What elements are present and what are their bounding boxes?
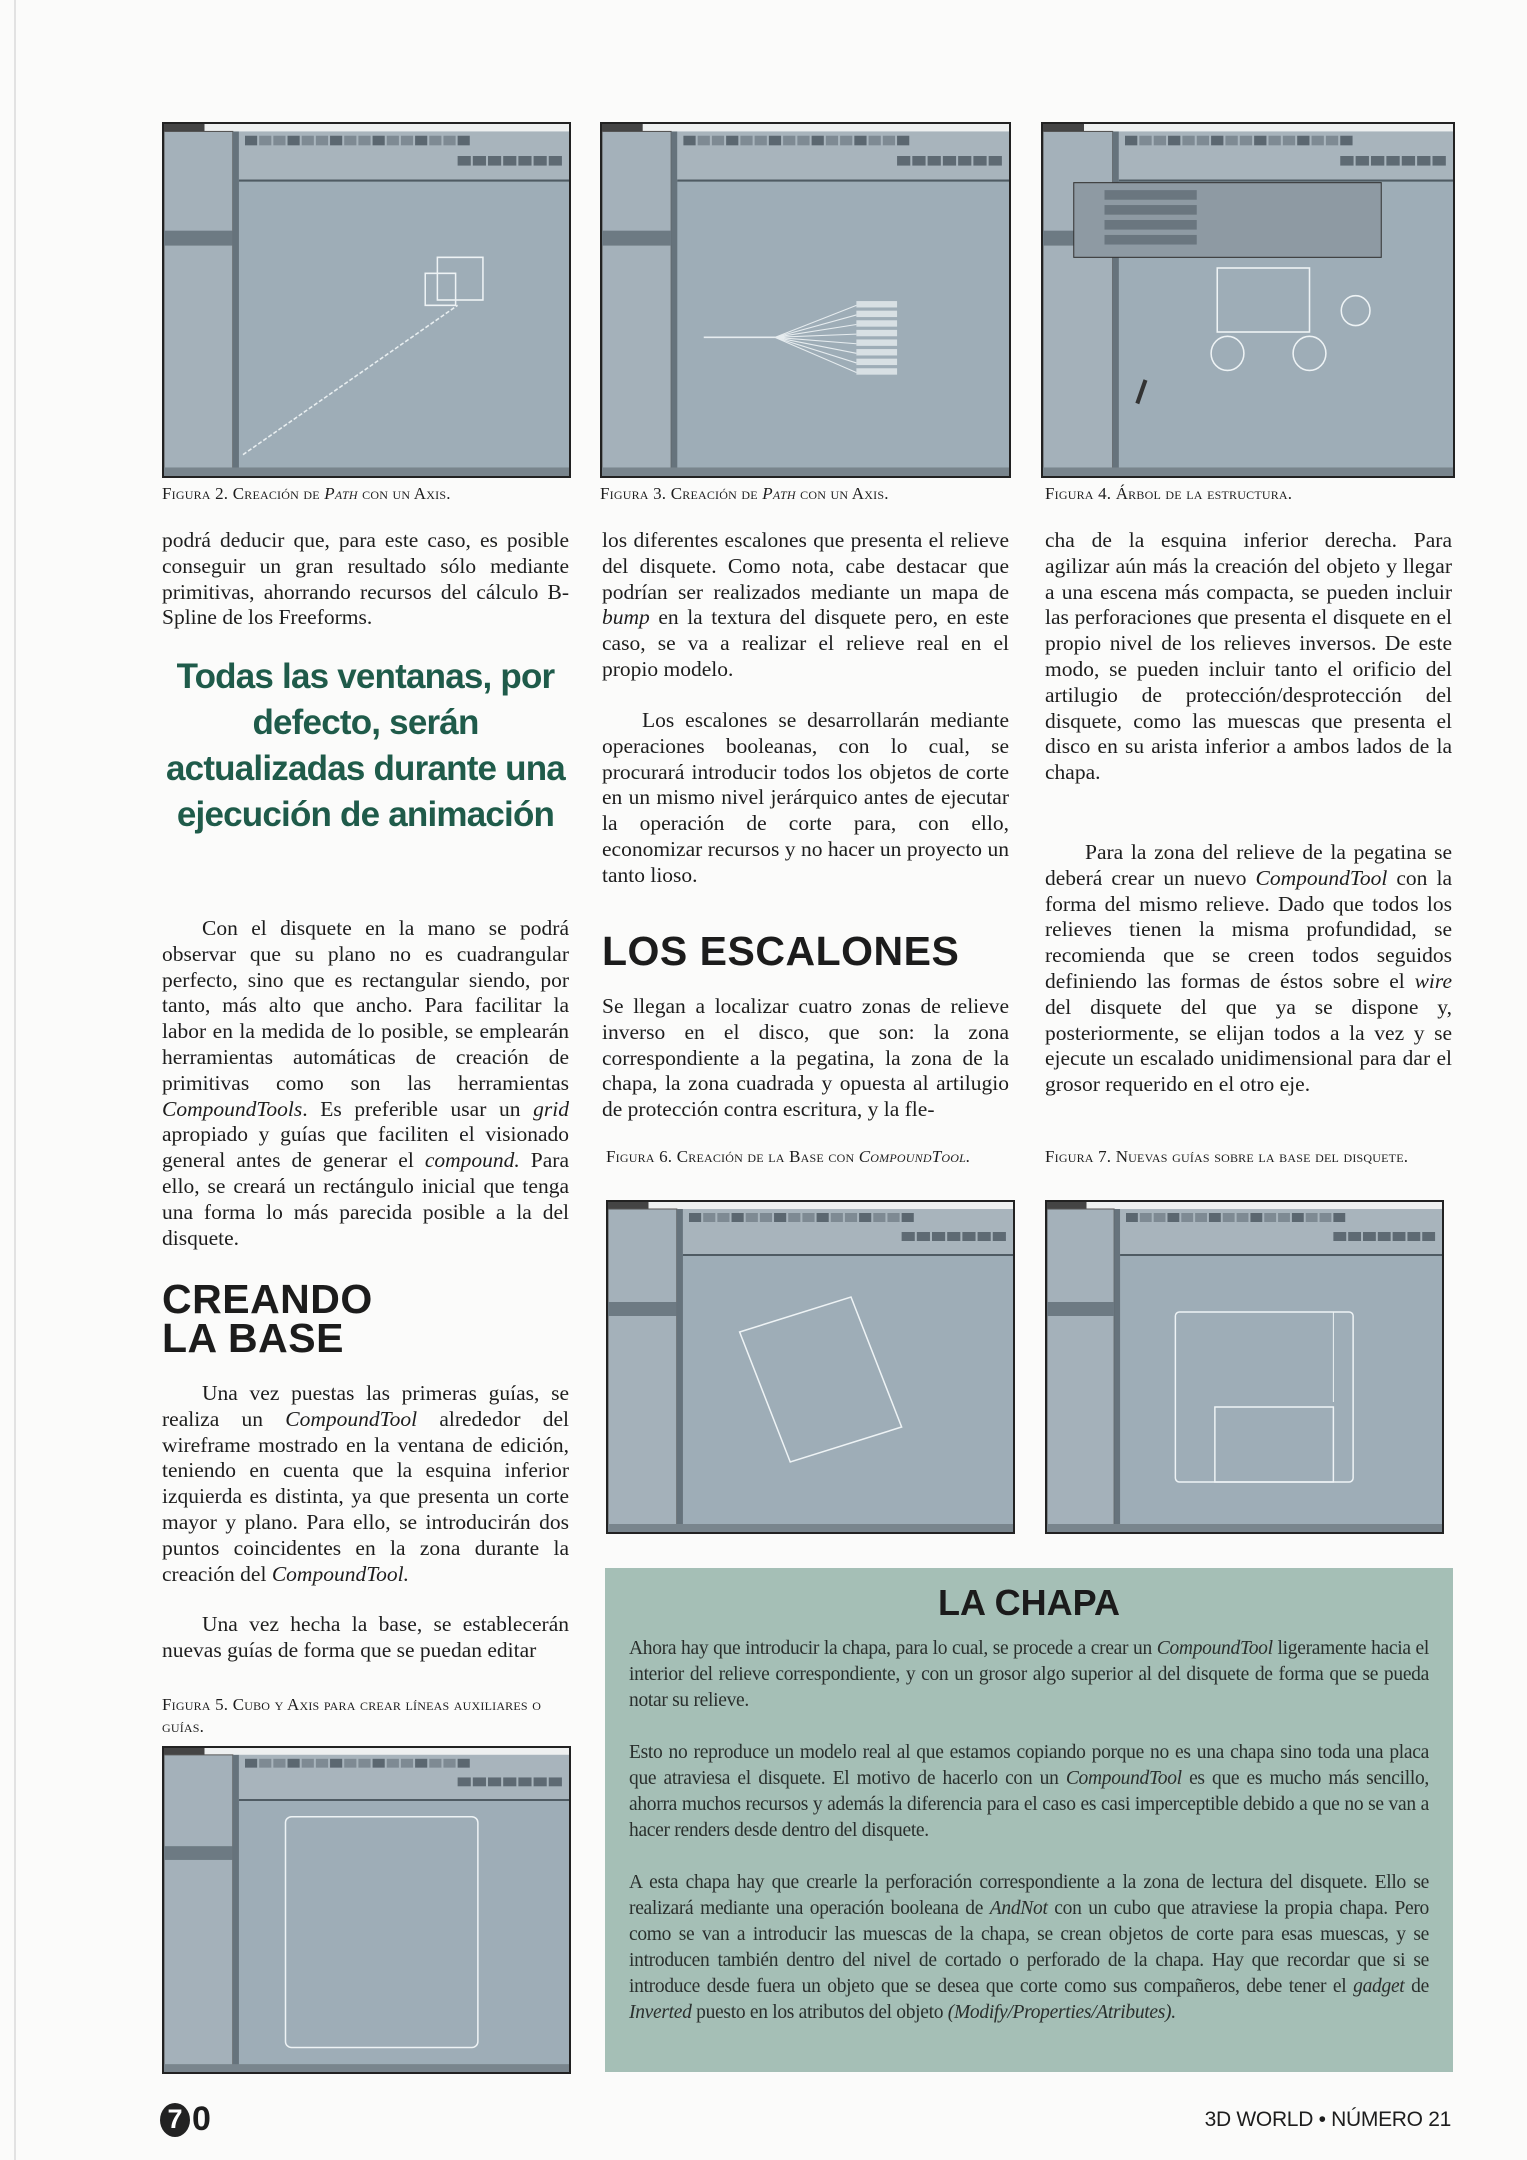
toolbar-button bbox=[712, 136, 724, 146]
text: Una vez hecha la base, se establecerán nuevas guías de forma que se puedan editar bbox=[162, 1612, 569, 1662]
italic-text: Path bbox=[324, 484, 358, 503]
toolbar-button bbox=[358, 136, 370, 146]
title-bar bbox=[164, 1748, 569, 1755]
toolbar-button bbox=[401, 1759, 413, 1768]
toolbar-button bbox=[1237, 1213, 1249, 1222]
text: podrá deducir que, para este caso, es posible conseguir un gran resultado sólo mediante primitivas, ahorrando recursos del cálculo B-Spline de los Freeforms. bbox=[162, 528, 569, 630]
toolbar-button bbox=[443, 136, 455, 146]
italic-text: CompoundTools bbox=[162, 1096, 303, 1121]
view-button bbox=[488, 156, 501, 166]
view-button bbox=[1333, 1232, 1346, 1241]
paragraph bbox=[162, 916, 569, 1251]
toolbar-button bbox=[788, 1213, 800, 1222]
text: los diferentes escalones que presenta el relieve del disquete. Como nota, cabe destacar que podrían ser realizados mediante un mapa de bbox=[602, 528, 1009, 604]
text: con un Axis. bbox=[795, 484, 889, 503]
view-button bbox=[549, 156, 562, 166]
title-text bbox=[1047, 1202, 1087, 1209]
section-heading-los-escalones: LOS ESCALONES bbox=[602, 928, 960, 974]
toolbar-button bbox=[698, 136, 710, 146]
text: Figura 7. Nuevas guías sobre la base del disquete. bbox=[1045, 1147, 1409, 1166]
toolbar-button bbox=[689, 1213, 701, 1222]
toolbar-button bbox=[1126, 1213, 1138, 1222]
text: Se llegan a localizar cuatro zonas de relieve inverso en el disco, que son: la zona correspondiente a la pegatina, la zona de la chapa, la zona cuadrada y opuesta al artilugio de protección contra escritura, y la fle- bbox=[602, 994, 1009, 1122]
title-bar bbox=[164, 124, 569, 131]
text: A esta chapa hay que crearle la perforación correspondiente a la zona de lectura del disquete. Ello se realizará mediante una operación booleana de bbox=[629, 1872, 1429, 1919]
toolbar-button bbox=[1320, 1213, 1332, 1222]
col2-paragraph-2 bbox=[602, 708, 1009, 889]
text: con un cubo que atraviese la propia chapa. Pero como se van a introducir las muescas de la chapa, se crean objetos de corte para esas muescas, y se introducen también dentro del nivel de cortado o perforado de la chapa. Hay que recordar que si se introduce desde fuera un objeto que se desea que corte como sus compañeros, debe tener el bbox=[629, 1898, 1429, 1997]
view-button bbox=[1417, 156, 1430, 166]
view-button bbox=[1402, 156, 1415, 166]
title-bar bbox=[1043, 124, 1453, 131]
toolbar-button bbox=[1254, 136, 1266, 146]
toolbar-button bbox=[887, 1213, 899, 1222]
paragraph bbox=[602, 708, 1009, 889]
side-panel bbox=[608, 1209, 677, 1532]
box-paragraph bbox=[629, 1740, 1429, 1844]
toolbar-button bbox=[683, 136, 695, 146]
view-button bbox=[1340, 156, 1353, 166]
view-button bbox=[473, 1777, 486, 1786]
toolbar-button bbox=[1154, 136, 1166, 146]
toolbar-button bbox=[415, 1759, 427, 1768]
toolbar-button bbox=[802, 1213, 814, 1222]
box-title: LA CHAPA bbox=[938, 1582, 1120, 1623]
toolbar-button bbox=[330, 1759, 342, 1768]
toolbar-button bbox=[316, 1759, 328, 1768]
title-text bbox=[1043, 124, 1084, 131]
text: es que es mucho más sencillo, ahorra muchos recursos y además la diferencia para el caso es casi imperceptible debido a que no se van a hacer renders desde dentro del disquete. bbox=[629, 1768, 1429, 1841]
italic-text: compound. bbox=[424, 1148, 520, 1173]
tree-node bbox=[856, 368, 897, 374]
italic-text: Inverted bbox=[629, 2002, 692, 2023]
tree-node bbox=[856, 330, 897, 336]
figure-4-screenshot bbox=[1041, 122, 1455, 478]
view-button bbox=[962, 1232, 975, 1241]
page-edge bbox=[14, 0, 16, 2160]
view-button bbox=[932, 1232, 945, 1241]
toolbar-button bbox=[717, 1213, 729, 1222]
pull-quote: Todas las ventanas, por defecto, serán actualizadas durante una ejecución de animación bbox=[166, 657, 565, 834]
view-button bbox=[928, 156, 941, 166]
figure-3-caption bbox=[600, 483, 1010, 505]
toolbar-button bbox=[783, 136, 795, 146]
toolbar-button bbox=[429, 136, 441, 146]
toolbar-button bbox=[387, 1759, 399, 1768]
view-button bbox=[534, 156, 547, 166]
toolbar-button bbox=[302, 1759, 314, 1768]
dialog-field bbox=[1105, 190, 1197, 200]
col3-paragraph-1 bbox=[1045, 528, 1452, 786]
view-button bbox=[1348, 1232, 1361, 1241]
toolbar-button bbox=[1181, 1213, 1193, 1222]
toolbar-button bbox=[1168, 136, 1180, 146]
text: Los escalones se desarrollarán mediante operaciones booleanas, con lo cual, se procurará introducir todos los objetos de corte en un mismo nivel jerárquico antes de ejecutar la operación de corte para, con ello, economizar recursos y no hacer un proyecto un tanto lioso. bbox=[602, 708, 1009, 887]
status-bar bbox=[164, 2064, 569, 2072]
toolbar-button bbox=[1297, 136, 1309, 146]
title-bar bbox=[602, 124, 1009, 131]
toolbar-button bbox=[726, 136, 738, 146]
italic-text: Path bbox=[762, 484, 796, 503]
toolbar-button bbox=[458, 136, 470, 146]
toolbar-button bbox=[1278, 1213, 1290, 1222]
italic-text: wire bbox=[1414, 968, 1452, 993]
view-button bbox=[958, 156, 971, 166]
toolbar-button bbox=[288, 1759, 300, 1768]
figure-7-caption bbox=[1045, 1146, 1455, 1168]
italic-text: gadget bbox=[1353, 1976, 1405, 1997]
toolbar-button bbox=[443, 1759, 455, 1768]
splitter bbox=[677, 1209, 683, 1532]
tree-node bbox=[856, 311, 897, 317]
toolbar-button bbox=[740, 136, 752, 146]
italic-text: CompoundTool bbox=[1065, 1768, 1182, 1789]
toolbar-button bbox=[1125, 136, 1137, 146]
text: cha de la esquina inferior derecha. Para agilizar aún más la creación del objeto y llegar a una escena más compacta, se pueden incluir las perforaciones que presenta el disquete en el propio nivel de los relieves inversos. De este modo, se pueden incluir tanto el orificio del artilugio de protección/desprotección del disquete, como las muescas que presenta el disco en su arista inferior a ambos lados de la chapa. bbox=[1045, 528, 1452, 785]
view-button bbox=[912, 156, 925, 166]
col1-paragraph-1 bbox=[162, 528, 569, 631]
toolbar-button bbox=[316, 136, 328, 146]
side-panel bbox=[164, 1755, 233, 2072]
toolbar-button bbox=[873, 1213, 885, 1222]
view-button bbox=[458, 1777, 471, 1786]
toolbar-button bbox=[288, 136, 300, 146]
italic-text: CompoundTool. bbox=[271, 1561, 410, 1586]
status-bar bbox=[602, 467, 1009, 476]
panel-header bbox=[602, 231, 671, 246]
col1-paragraph-4 bbox=[162, 1612, 569, 1664]
toolbar-button bbox=[845, 1213, 857, 1222]
view-button bbox=[1363, 1232, 1376, 1241]
text: Con el disquete en la mano se podrá observar que su plano no es cuadrangular perfecto, sino que es rectangular siendo, por tanto, más alto que ancho. Para facilitar la labor en la medida de lo posible, se emplearán herramientas automáticas de creación de primitivas como son las herramientas bbox=[162, 916, 569, 1095]
view-button bbox=[458, 156, 471, 166]
toolbar-button bbox=[769, 136, 781, 146]
text: Figura 3. Creación de bbox=[600, 484, 763, 503]
text: . Es preferible usar un bbox=[302, 1096, 534, 1121]
toolbar-button bbox=[1340, 136, 1352, 146]
side-panel bbox=[164, 131, 233, 476]
toolbar-button bbox=[831, 1213, 843, 1222]
status-bar bbox=[1043, 467, 1453, 476]
tree-node bbox=[856, 320, 897, 326]
italic-text: CompoundTool bbox=[1156, 1638, 1273, 1659]
toolbar-button bbox=[1139, 136, 1151, 146]
view-button bbox=[1407, 1232, 1420, 1241]
toolbar-button bbox=[1312, 136, 1324, 146]
text: Figura 4. Árbol de la estructura. bbox=[1045, 484, 1293, 503]
view-button bbox=[973, 156, 986, 166]
figure-2-screenshot bbox=[162, 122, 571, 478]
toolbar-button bbox=[387, 136, 399, 146]
toolbar-button bbox=[1264, 1213, 1276, 1222]
view-button bbox=[534, 1777, 547, 1786]
paragraph bbox=[162, 1612, 569, 1664]
toolbar-button bbox=[358, 1759, 370, 1768]
paragraph bbox=[162, 528, 569, 631]
figure-6-caption bbox=[606, 1146, 1016, 1168]
view-button bbox=[978, 1232, 991, 1241]
view-button bbox=[943, 156, 956, 166]
toolbar-button bbox=[1306, 1213, 1318, 1222]
toolbar-button bbox=[1292, 1213, 1304, 1222]
toolbar-button bbox=[840, 136, 852, 146]
status-bar bbox=[608, 1524, 1013, 1532]
toolbar-button bbox=[373, 1759, 385, 1768]
heading-line: CREANDO bbox=[162, 1276, 373, 1322]
figure-3-screenshot bbox=[600, 122, 1011, 478]
text: Para ello, se creará un rectángulo inicial que tenga una forma lo más parecida posible a la del disquete. bbox=[162, 1148, 569, 1250]
view-button bbox=[503, 156, 516, 166]
toolbar-button bbox=[755, 136, 767, 146]
italic-text: bump bbox=[602, 605, 650, 630]
figure-2-caption bbox=[162, 483, 572, 505]
italic-text: grid bbox=[533, 1096, 569, 1121]
title-bar bbox=[1047, 1202, 1442, 1209]
text: apropiado y guías que faciliten el visionado general antes de generar el bbox=[162, 1122, 569, 1173]
toolbar-button bbox=[330, 136, 342, 146]
figure-5-screenshot bbox=[162, 1746, 571, 2074]
toolbar-button bbox=[797, 136, 809, 146]
text: puesto en los atributos del objeto bbox=[691, 2002, 948, 2023]
italic-text: CompoundTool. bbox=[858, 1147, 971, 1166]
dialog-field bbox=[1105, 235, 1197, 245]
panel-header bbox=[608, 1302, 677, 1316]
splitter bbox=[233, 1755, 239, 2072]
text: Ahora hay que introducir la chapa, para lo cual, se procede a crear un bbox=[629, 1638, 1157, 1659]
paragraph bbox=[602, 994, 1009, 1123]
view-button bbox=[1433, 156, 1446, 166]
view-button bbox=[1356, 156, 1369, 166]
dialog-field bbox=[1105, 220, 1197, 230]
view-button bbox=[518, 1777, 531, 1786]
toolbar-button bbox=[746, 1213, 758, 1222]
box-paragraph bbox=[629, 1870, 1429, 2026]
toolbar-button bbox=[429, 1759, 441, 1768]
toolbar-button bbox=[344, 136, 356, 146]
paragraph bbox=[162, 1381, 569, 1587]
panel-header bbox=[164, 1846, 233, 1860]
panel-header bbox=[164, 231, 233, 246]
italic-text: AndNot bbox=[989, 1898, 1048, 1919]
text: en la textura del disquete pero, en este caso, se va a realizar el relieve real en el propio modelo. bbox=[602, 605, 1009, 681]
toolbar-button bbox=[1240, 136, 1252, 146]
title-bar bbox=[608, 1202, 1013, 1209]
text: ligeramente hacia el interior del relieve correspondiente, y con un grosor algo superior al del disquete de forma que se pueda notar su relieve. bbox=[629, 1638, 1429, 1711]
toolbar-button bbox=[373, 136, 385, 146]
box-paragraph bbox=[629, 1636, 1429, 1714]
col2-paragraph-3 bbox=[602, 994, 1009, 1123]
status-bar bbox=[164, 467, 569, 476]
title-text bbox=[602, 124, 643, 131]
text: alrededor del wireframe mostrado en la ventana de edición, teniendo en cuenta que la esquina inferior izquierda es distinta, ya que presenta un corte mayor y plano. Para ello, se introducirán dos puntos coincidentes en la zona durante la creación del bbox=[162, 1406, 570, 1586]
col2-paragraph-1 bbox=[602, 528, 1009, 683]
dialog-field bbox=[1105, 205, 1197, 215]
figure-7-screenshot bbox=[1045, 1200, 1444, 1534]
splitter bbox=[671, 131, 677, 476]
figure-5-caption bbox=[162, 1694, 572, 1738]
toolbar-button bbox=[854, 136, 866, 146]
toolbar-button bbox=[703, 1213, 715, 1222]
view-button bbox=[1371, 156, 1384, 166]
italic-text: CompoundTool bbox=[1255, 865, 1388, 890]
toolbar-button bbox=[883, 136, 895, 146]
splitter bbox=[233, 131, 239, 476]
view-button bbox=[503, 1777, 516, 1786]
status-bar bbox=[1047, 1524, 1442, 1532]
toolbar-button bbox=[1140, 1213, 1152, 1222]
italic-text: CompoundTool bbox=[285, 1406, 418, 1431]
view-button bbox=[917, 1232, 930, 1241]
paragraph bbox=[1045, 840, 1452, 1098]
view-button bbox=[473, 156, 486, 166]
toolbar-button bbox=[897, 136, 909, 146]
text: con un Axis. bbox=[357, 484, 451, 503]
splitter bbox=[1114, 1209, 1120, 1532]
page-number-digit: 0 bbox=[192, 2100, 211, 2138]
view-button bbox=[989, 156, 1002, 166]
view-button bbox=[902, 1232, 915, 1241]
text: Figura 5. Cubo y Axis para crear líneas auxiliares o guías. bbox=[162, 1695, 542, 1736]
toolbar-button bbox=[1167, 1213, 1179, 1222]
text: Para la zona del relieve de la pegatina se deberá crear un nuevo bbox=[1045, 840, 1452, 890]
toolbar-button bbox=[1250, 1213, 1262, 1222]
text: del disquete del que ya se dispone y, posteriormente, se elijan todos a la vez y se ejecute un escalado unidimensional para dar el grosor requerido en el otro eje. bbox=[1045, 994, 1452, 1097]
text: Una vez puestas las primeras guías, se realiza un bbox=[162, 1381, 569, 1431]
tree-node bbox=[856, 339, 897, 345]
toolbar-button bbox=[859, 1213, 871, 1222]
view-button bbox=[1422, 1232, 1435, 1241]
view-button bbox=[488, 1777, 501, 1786]
paragraph bbox=[1045, 528, 1452, 786]
toolbar-button bbox=[273, 136, 285, 146]
toolbar-button bbox=[760, 1213, 772, 1222]
toolbar-button bbox=[1333, 1213, 1345, 1222]
toolbar-button bbox=[458, 1759, 470, 1768]
toolbar-button bbox=[732, 1213, 744, 1222]
text: de bbox=[1404, 1976, 1429, 1997]
view-button bbox=[947, 1232, 960, 1241]
title-text bbox=[164, 1748, 205, 1755]
panel-header bbox=[1047, 1302, 1114, 1316]
toolbar-button bbox=[1223, 1213, 1235, 1222]
toolbar-button bbox=[902, 1213, 914, 1222]
tree-node bbox=[856, 349, 897, 355]
text: Figura 2. Creación de bbox=[162, 484, 325, 503]
title-text bbox=[164, 124, 205, 131]
figure-6-screenshot bbox=[606, 1200, 1015, 1534]
col1-paragraph-2 bbox=[162, 916, 569, 1251]
toolbar-button bbox=[774, 1213, 786, 1222]
toolbar-button bbox=[302, 136, 314, 146]
page-number-circle-digit: 7 bbox=[160, 2103, 190, 2137]
toolbar-button bbox=[1211, 136, 1223, 146]
toolbar-button bbox=[817, 1213, 829, 1222]
toolbar-button bbox=[245, 1759, 257, 1768]
view-button bbox=[1393, 1232, 1406, 1241]
toolbar-button bbox=[259, 1759, 271, 1768]
toolbar-button bbox=[401, 136, 413, 146]
toolbar-button bbox=[1225, 136, 1237, 146]
text: Figura 6. Creación de la Base con bbox=[606, 1147, 859, 1166]
figure-4-caption bbox=[1045, 483, 1455, 505]
italic-text: (Modify/Properties/Atributes). bbox=[947, 2002, 1176, 2023]
toolbar-button bbox=[344, 1759, 356, 1768]
toolbar-button bbox=[273, 1759, 285, 1768]
text: con la forma del mismo relieve. Dado que todos los relieves tienen la misma profundidad, se recomienda que se creen todos seguidos definiendo las formas de éstos sobre el bbox=[1045, 865, 1452, 993]
toolbar-button bbox=[245, 136, 257, 146]
toolbar-button bbox=[1269, 136, 1281, 146]
toolbar-button bbox=[869, 136, 881, 146]
toolbar-button bbox=[415, 136, 427, 146]
view-button bbox=[897, 156, 910, 166]
view-button bbox=[993, 1232, 1006, 1241]
toolbar-button bbox=[259, 136, 271, 146]
publication-footer: 3D WORLD • NÚMERO 21 bbox=[1204, 2108, 1451, 2131]
col3-paragraph-2 bbox=[1045, 840, 1452, 1098]
toolbar-button bbox=[1326, 136, 1338, 146]
tree-node bbox=[856, 301, 897, 307]
la-chapa-sidebar-box bbox=[605, 1568, 1453, 2072]
toolbar-button bbox=[1197, 136, 1209, 146]
page-number bbox=[160, 2100, 211, 2139]
tree-node bbox=[856, 359, 897, 365]
toolbar-button bbox=[812, 136, 824, 146]
view-button bbox=[549, 1777, 562, 1786]
view-button bbox=[518, 156, 531, 166]
col1-paragraph-3 bbox=[162, 1381, 569, 1587]
text: Esto no reproduce un modelo real al que estamos copiando porque no es una chapa sino toda una placa que atraviesa el disquete. El motivo de hacerlo con un bbox=[629, 1742, 1429, 1789]
toolbar-button bbox=[1209, 1213, 1221, 1222]
toolbar-button bbox=[826, 136, 838, 146]
toolbar-button bbox=[1195, 1213, 1207, 1222]
toolbar-button bbox=[1283, 136, 1295, 146]
paragraph bbox=[602, 528, 1009, 683]
title-text bbox=[608, 1202, 649, 1209]
side-panel bbox=[602, 131, 671, 476]
side-panel bbox=[1047, 1209, 1114, 1532]
toolbar-button bbox=[1154, 1213, 1166, 1222]
section-heading-creando-la-base bbox=[162, 1276, 569, 1361]
toolbar-button bbox=[1182, 136, 1194, 146]
heading-line: LA BASE bbox=[162, 1315, 344, 1361]
view-button bbox=[1386, 156, 1399, 166]
view-button bbox=[1378, 1232, 1391, 1241]
